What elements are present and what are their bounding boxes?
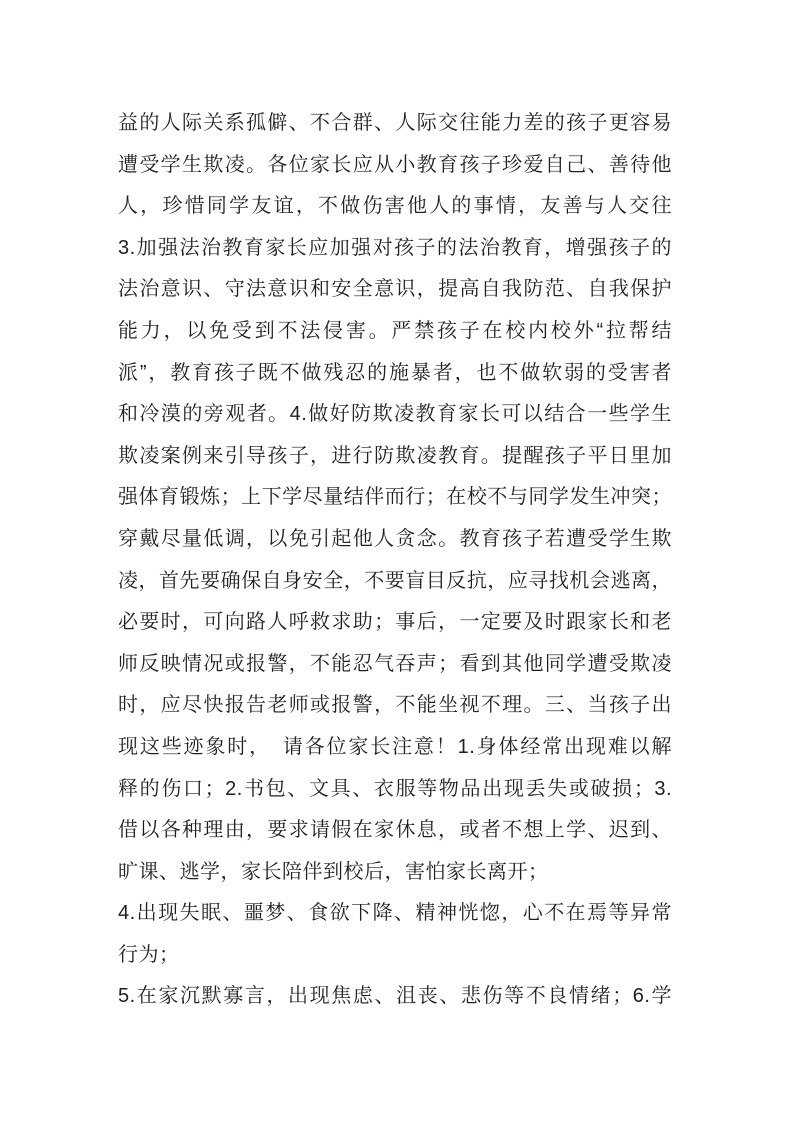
text-line: 穿戴尽量低调，以免引起他人贪念。教育孩子若遭受学生欺	[118, 527, 672, 550]
text-line: 能力，以免受到不法侵害。严禁孩子在校内校外“拉帮结	[118, 319, 672, 342]
text-line: 必要时，可向路人呼救求助；事后，一定要及时跟家长和老	[118, 611, 672, 634]
text-line: 遭受学生欺凌。各位家长应从小教育孩子珍爱自己、善待他	[118, 153, 672, 176]
text-line: 5.在家沉默寡言，出现焦虑、沮丧、悲伤等不良情绪；6.学	[118, 985, 672, 1008]
text-line: 派”，教育孩子既不做残忍的施暴者，也不做软弱的受害者	[118, 361, 672, 384]
text-line: 现这些迹象时， 请各位家长注意！1.身体经常出现难以解	[118, 735, 672, 758]
text-line: 借以各种理由，要求请假在家休息，或者不想上学、迟到、	[118, 819, 672, 842]
text-line: 3.加强法治教育家长应加强对孩子的法治教育，增强孩子的	[118, 236, 672, 259]
text-line: 益的人际关系孤僻、不合群、人际交往能力差的孩子更容易	[118, 112, 672, 134]
text-line: 释的伤口；2.书包、文具、衣服等物品出现丢失或破损；3.	[118, 777, 672, 800]
text-line: 时，应尽快报告老师或报警，不能坐视不理。三、当孩子出	[118, 694, 672, 717]
text-line: 强体育锻炼；上下学尽量结伴而行；在校不与同学发生冲突；	[118, 486, 672, 509]
text-line: 旷课、逃学，家长陪伴到校后，害怕家长离开；	[118, 860, 549, 883]
text-line: 法治意识、守法意识和安全意识，提高自我防范、自我保护	[118, 278, 672, 301]
text-line: 4.出现失眠、噩梦、食欲下降、精神恍惚，心不在焉等异常	[118, 902, 672, 925]
text-line: 凌，首先要确保自身安全，不要盲目反抗，应寻找机会逃离，	[118, 569, 672, 592]
text-line: 欺凌案例来引导孩子，进行防欺凌教育。提醒孩子平日里加	[118, 444, 672, 467]
text-line: 和冷漠的旁观者。4.做好防欺凌教育家长可以结合一些学生	[118, 403, 672, 426]
text-line: 行为；	[118, 943, 180, 966]
text-line: 师反映情况或报警，不能忍气吞声；看到其他同学遭受欺凌	[118, 652, 672, 675]
document-text	[118, 103, 672, 1018]
text-line: 人，珍惜同学友谊，不做伤害他人的事情，友善与人交往	[118, 195, 672, 218]
